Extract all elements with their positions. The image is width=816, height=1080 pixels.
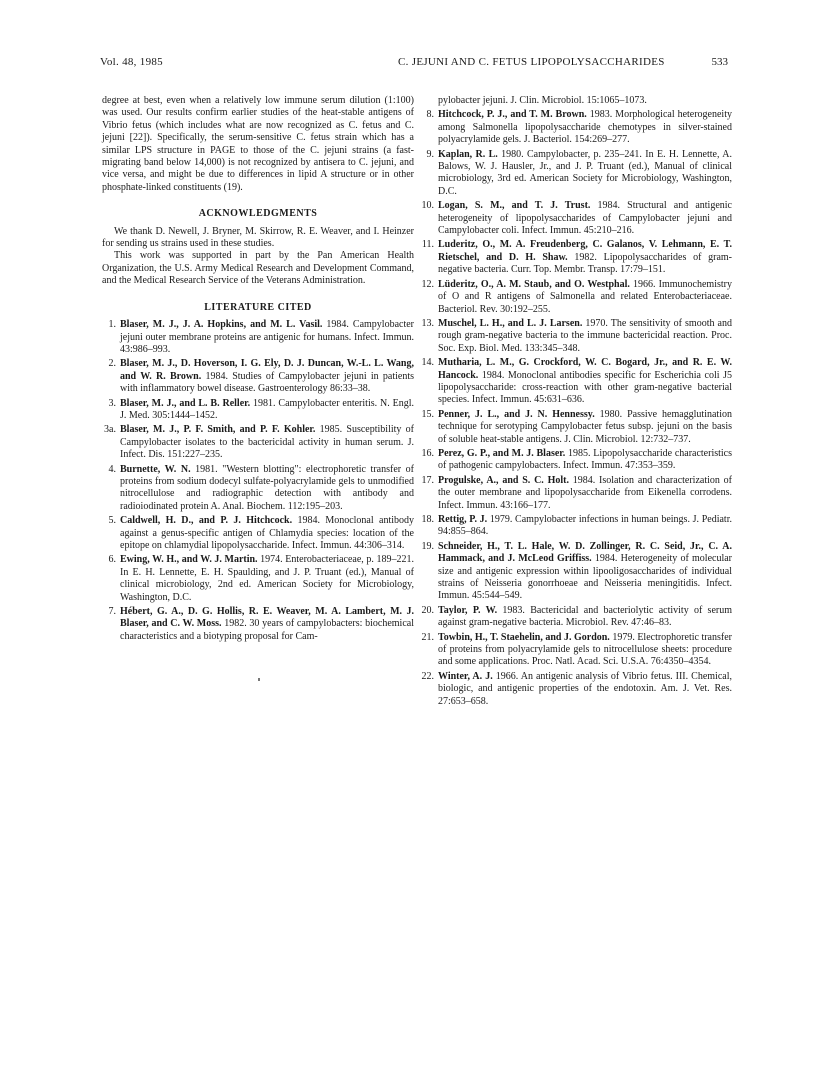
reference-authors: Hébert, G. A., D. G. Hollis, R. E. Weaver, M. A. Lambert, M. J. Blaser, and C. W. Moss. (120, 606, 414, 630)
reference-item (102, 358, 414, 395)
reference-number: 6. (108, 554, 116, 566)
body-paragraph: degree at best, even when a relatively low immune serum dilution (1:100) was used. Our results confirm earlier studies of the heat-stable antigens of Vibrio fetus (which includes what are now recognized as C. fetus and C. jejuni [22]). Specifically, the serum-sensitive C. fetus strain which has a similar LPS structure in PAGE to those of the C. jejuni strains (a fast-migrating band below 14,000) is not recognized by antisera to C. jejuni, and vice versa, and might be due to differences in lipid A structure or in other phosphate-linked constituents (19). (102, 95, 414, 193)
reference-authors: Lüderitz, O., A. M. Staub, and O. Westphal. (438, 278, 630, 290)
reference-authors: Caldwell, H. D., and P. J. Hitchcock. (120, 515, 293, 527)
reference-text: 1966. An antigenic analysis of Vibrio fetus. III. Chemical, biologic, and antigenic properties of the endotoxin. Am. J. Vet. Res. 27:653–658. (438, 670, 732, 707)
reference-number: 16. (421, 447, 434, 459)
reference-continuation: pylobacter jejuni. J. Clin. Microbiol. 15:1065–1073. (438, 95, 647, 106)
reference-number: 3. (108, 397, 116, 409)
reference-text: 1979. Electrophoretic transfer of proteins from polyacrylamide gels to nitrocellulose sheets: procedure and some applications. Proc. Natl. Acad. Sci. U.S.A. 76:4350–4354. (438, 631, 732, 668)
reference-authors: Blaser, M. J., P. F. Smith, and P. F. Kohler. (120, 424, 316, 436)
reference-authors: Mutharia, L. M., G. Crockford, W. C. Bogard, Jr., and R. E. W. Hancock. (438, 357, 732, 381)
reference-number: 15. (421, 408, 434, 420)
funding-paragraph: This work was supported in part by the Pan American Health Organization, the U.S. Army Medical Research and Development Command, and the Medical Research Service of the Veterans Administration. (102, 250, 414, 287)
reference-item (420, 409, 732, 446)
reference-number: 14. (421, 357, 434, 369)
reference-number: 22. (421, 670, 434, 682)
reference-authors: Towbin, H., T. Staehelin, and J. Gordon. (438, 631, 610, 643)
reference-authors: Perez, G. P., and M. J. Blaser. (438, 447, 566, 459)
reference-number: 13. (421, 317, 434, 329)
reference-item (420, 200, 732, 237)
reference-number: 1. (108, 319, 116, 331)
reference-number: 4. (108, 463, 116, 475)
reference-item (102, 515, 414, 552)
reference-authors: Muschel, L. H., and L. J. Larsen. (438, 317, 583, 329)
reference-item (420, 632, 732, 669)
reference-text: 1980. Passive hemagglutination technique for serotyping Campylobacter fetus subsp. jejuni on the basis of soluble heat-stable antigens. J. Clin. Microbiol. 12:732–737. (438, 408, 732, 445)
reference-number: 5. (108, 515, 116, 527)
reference-authors: Penner, J. L., and J. N. Hennessy. (438, 408, 595, 420)
left-column (102, 95, 414, 645)
reference-text: 1974. Enterobacteriaceae, p. 189–221. In E. H. Lennette, E. H. Spaulding, and J. P. Truant (ed.), Manual of clinical microbiology, 2nd ed. American Society for Microbiology, Washington, D.C. (120, 554, 414, 603)
reference-item (102, 554, 414, 604)
reference-authors: Rettig, P. J. (438, 514, 488, 525)
reference-text: 1983. Bactericidal and bacteriolytic activity of serum against gram-negative bacteria. Microbiol. Rev. 47:46–83. (438, 604, 732, 629)
reference-number: 20. (421, 604, 434, 616)
reference-list-right (420, 109, 732, 708)
reference-text: 1979. Campylobacter infections in human beings. J. Pediatr. 94:855–864. (438, 514, 732, 538)
reference-number: 10. (421, 200, 434, 212)
reference-number: 19. (421, 540, 434, 552)
reference-authors: Taylor, P. W. (438, 604, 498, 616)
literature-heading: LITERATURE CITED (204, 301, 312, 313)
reference-item (420, 541, 732, 603)
reference-text: 1966. Immunochemistry of O and R antigens of Salmonella and related Enterobacteriaceae. Bacteriol. Rev. 30:192–255. (438, 278, 732, 315)
reference-number: 8. (426, 109, 434, 121)
reference-number: 12. (421, 278, 434, 290)
reference-item (102, 424, 414, 461)
reference-text: 1984. Isolation and characterization of the outer membrane and lipopolysaccharide from Eikenella corrodens. Infect. Immun. 43:166–177. (438, 474, 733, 511)
reference-number: 17. (421, 474, 434, 486)
reference-text: 1984. Studies of Campylobacter jejuni in patients with inflammatory bowel disease. Gastroenterology 86:33–38. (120, 370, 414, 395)
reference-text: 1984. Heterogeneity of molecular size and antigenic expression within lipooligosaccharides of individual strains of Neisseria gonorrhoeae and Neisseria meningitidis. Infect. Immun. 45:544–549. (438, 553, 732, 602)
reference-text: 1981. Campylobacter enteritis. N. Engl. J. Med. 305:1444–1452. (120, 397, 414, 421)
reference-authors: Kaplan, R. L. (438, 148, 498, 160)
reference-authors: Blaser, M. J., D. Hoverson, I. G. Ely, D. J. Duncan, W.-L. L. Wang, and W. R. Brown. (120, 358, 414, 382)
running-header (398, 56, 728, 68)
reference-item (102, 606, 414, 643)
reference-number: 11. (421, 239, 434, 251)
reference-item (420, 357, 732, 407)
reference-number: 18. (421, 514, 434, 525)
reference-authors: Hitchcock, P. J., and T. M. Brown. (438, 109, 587, 121)
reference-number: 9. (426, 148, 434, 160)
reference-item (102, 319, 414, 356)
reference-item (102, 398, 414, 423)
reference-item (420, 605, 732, 630)
reference-text: 1984. Monoclonal antibodies specific for Escherichia coli J5 lipopolysaccharide: cross-reaction with other gram-negative bacterial species. Infect. Immun. 45:631–636. (438, 369, 732, 406)
reference-authors: Logan, S. M., and T. J. Trust. (438, 200, 591, 212)
reference-text: 1970. The sensitivity of smooth and rough gram-negative bacteria to the immune bactericidal reaction. Proc. Soc. Exp. Biol. Med. 133:345–348. (438, 317, 732, 354)
reference-number: 7. (108, 606, 116, 618)
reference-text: 1984. Structural and antigenic heterogeneity of lipopolysaccharides of Campylobacter jejuni and Campylobacter coli. Infect. Immun. 45:210–216. (438, 200, 732, 237)
page-number: 533 (711, 56, 728, 68)
reference-item (420, 318, 732, 355)
reference-text: 1984. Monoclonal antibody against a genus-specific antigen of Chlamydia species: location of the epitope on chlamydial lipopolysaccharide. Infect. Immun. 44:306–314. (120, 515, 414, 551)
reference-text: 1981. "Western blotting": electrophoretic transfer of proteins from sodium dodecyl sulfate-polyacrylamide gels to unmodified nitrocellulose and radiographic detection with antibody and radioiodinated protein A. Anal. Biochem. 112:195–203. (120, 463, 414, 512)
reference-number: 3a. (104, 424, 116, 436)
reference-text: 1982. Lipopolysaccharides of gram-negative bacteria. Curr. Top. Membr. Transp. 17:79–151. (438, 251, 732, 276)
reference-item (420, 448, 732, 473)
reference-item (420, 109, 732, 146)
reference-authors: Schneider, H., T. L. Hale, W. D. Zollinger, R. C. Seid, Jr., C. A. Hammack, and J. McLeod Griffiss. (438, 540, 732, 565)
reference-text: 1985. Susceptibility of Campylobacter isolates to the bactericidal activity in human serum. J. Infect. Dis. 151:227–235. (120, 424, 414, 461)
reference-item (102, 464, 414, 514)
reference-item (420, 514, 732, 539)
reference-text: 1980. Campylobacter, p. 235–241. In E. H. Lennette, A. Balows, W. J. Hausler, Jr., and J. P. Truant (ed.), Manual of clinical microbiology, 3rd ed. American Society for Microbiology, Washington, D.C. (438, 148, 733, 197)
volume-label: Vol. 48, 1985 (100, 56, 163, 68)
acknowledgments-heading: ACKNOWLEDGMENTS (198, 208, 318, 220)
right-column (420, 95, 732, 710)
reference-item (420, 149, 732, 199)
reference-text: 1985. Lipopolysaccharide characteristics of pathogenic campylobacters. Infect. Immun. 47:353–359. (438, 447, 733, 472)
reference-authors: Blaser, M. J., and L. B. Reller. (120, 397, 251, 409)
reference-authors: Luderitz, O., M. A. Freudenberg, C. Galanos, V. Lehmann, E. T. Rietschel, and D. H. Shaw. (438, 239, 732, 263)
reference-item (420, 475, 732, 512)
running-title: C. JEJUNI AND C. FETUS LIPOPOLYSACCHARIDES (398, 56, 665, 68)
reference-authors: Winter, A. J. (438, 670, 493, 682)
reference-list-left (102, 319, 414, 643)
reference-item (420, 239, 732, 276)
stray-mark (258, 678, 260, 681)
reference-number: 2. (108, 358, 116, 370)
reference-authors: Burnette, W. N. (120, 463, 191, 475)
reference-text: 1982. 30 years of campylobacters: biochemical characteristics and a biotyping proposal for Cam- (120, 618, 414, 642)
reference-text: 1984. Campylobacter jejuni outer membrane proteins are antigenic for humans. Infect. Immun. 43:986–993. (120, 319, 415, 355)
reference-item (420, 671, 732, 708)
reference-item (420, 279, 732, 316)
reference-number: 21. (421, 631, 434, 643)
reference-authors: Progulske, A., and S. C. Holt. (438, 474, 569, 486)
acknowledgments-paragraph: We thank D. Newell, J. Bryner, M. Skirrow, R. E. Weaver, and I. Heinzer for sending us strains used in these studies. (102, 225, 414, 250)
reference-authors: Ewing, W. H., and W. J. Martin. (120, 554, 258, 566)
reference-authors: Blaser, M. J., J. A. Hopkins, and M. L. Vasil. (120, 319, 323, 331)
reference-text: 1983. Morphological heterogeneity among Salmonella lipopolysaccharide chemotypes in silver-stained polyacrylamide gels. J. Bacteriol. 154:269–277. (438, 109, 732, 146)
